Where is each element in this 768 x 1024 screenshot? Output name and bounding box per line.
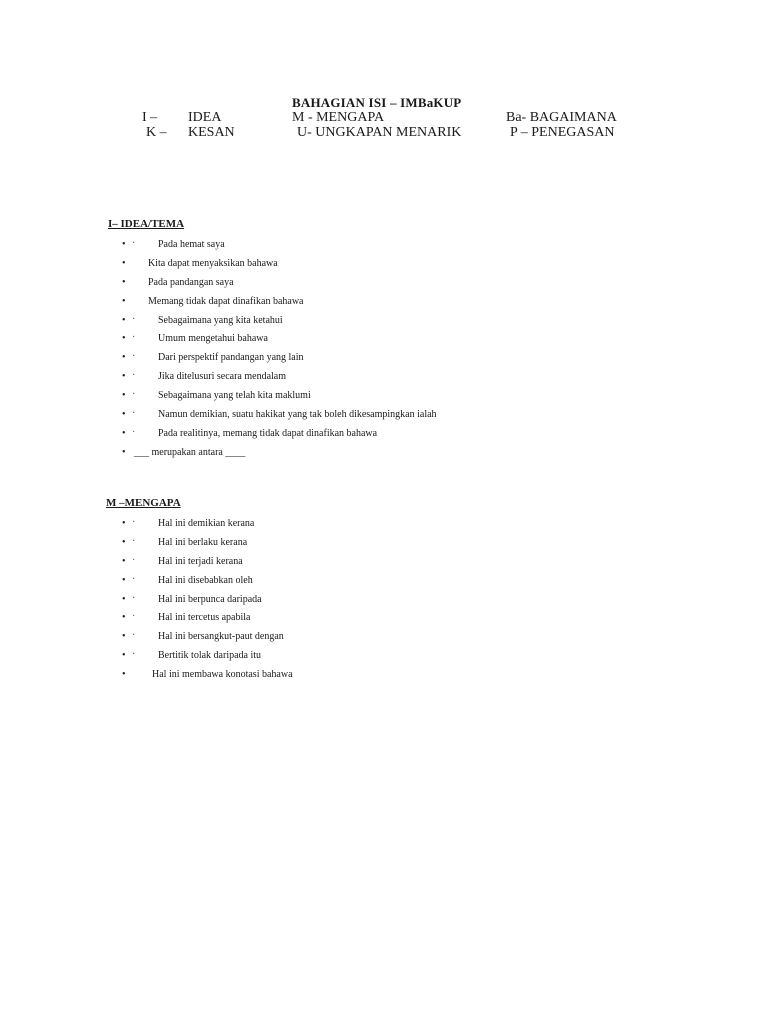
bullet-icon: • [122, 518, 126, 529]
list-item-text: Memang tidak dapat dinafikan bahawa [148, 295, 304, 307]
list-item-text: Bertitik tolak daripada itu [158, 650, 262, 662]
list-item-text: Sebagaimana yang telah kita maklumi [158, 390, 311, 402]
sub-marker: · [132, 313, 136, 325]
bullet-icon: • [122, 612, 126, 624]
bullet-icon: • [122, 446, 126, 458]
bullet-icon: • [122, 276, 126, 288]
list-item-text: Kita dapat menyaksikan bahawa [148, 257, 278, 269]
list-item-text: Hal ini demikian kerana [158, 518, 255, 529]
bullet-icon: • [122, 536, 126, 548]
bullet-icon: • [122, 631, 126, 643]
bullet-icon: • [122, 371, 126, 383]
sub-marker: · [132, 370, 136, 382]
list-item-text: Sebagaimana yang kita ketahui [158, 314, 283, 326]
bullet-icon: • [122, 593, 126, 605]
bullet-icon: • [122, 669, 126, 681]
legend-ungkapan-menarik: U- UNGKAPAN MENARIK [297, 125, 462, 140]
list-item-text: Hal ini membawa konotasi bahawa [152, 669, 293, 681]
bullet-icon: • [122, 257, 126, 269]
bullet-icon: • [122, 409, 126, 421]
list-item-text: Hal ini berlaku kerana [158, 536, 248, 548]
list-item-text: Pada hemat saya [158, 239, 225, 250]
sub-marker: · [132, 554, 136, 566]
bullet-icon: • [122, 352, 126, 364]
list-item-text: Hal ini disebabkan oleh [158, 574, 253, 586]
section-heading-mengapa: M –MENGAPA [106, 497, 181, 509]
sub-marker: · [132, 649, 136, 661]
bullet-icon: • [122, 333, 126, 345]
sub-marker: · [132, 592, 136, 604]
sub-marker: · [132, 389, 136, 401]
list-item-text: Hal ini tercetus apabila [158, 612, 251, 624]
bullet-icon: • [122, 239, 126, 250]
page-title: BAHAGIAN ISI – IMBaKUP [292, 95, 462, 110]
sub-marker: · [132, 630, 136, 642]
legend-label-idea: IDEA [188, 110, 222, 125]
sub-marker: · [132, 238, 136, 249]
list-item-text: Pada realitinya, memang tidak dapat dinafikan bahawa [158, 427, 378, 439]
legend-penegasan: P – PENEGASAN [510, 125, 615, 140]
legend-mengapa: M - MENGAPA [292, 110, 385, 125]
bullet-icon: • [122, 390, 126, 402]
section-heading-idea: I– IDEA/TEMA [108, 218, 185, 230]
list-item-text: Jika ditelusuri secara mendalam [158, 371, 287, 383]
bullet-icon: • [122, 650, 126, 662]
sub-marker: · [132, 408, 136, 420]
legend-letter-i: I – [142, 110, 158, 125]
sub-marker: · [132, 573, 136, 585]
bullet-icon: • [122, 555, 126, 567]
list-item-text: Dari perspektif pandangan yang lain [158, 352, 304, 364]
list-item-text: Hal ini berpunca daripada [158, 593, 262, 605]
bullet-icon: • [122, 314, 126, 326]
sub-marker: · [132, 517, 136, 528]
legend-letter-k: K – [146, 125, 167, 140]
sub-marker: · [132, 332, 136, 344]
list-item-text: Umum mengetahui bahawa [158, 333, 268, 345]
sub-marker: · [132, 351, 136, 363]
list-item-text: Pada pandangan saya [148, 276, 234, 288]
sub-marker: · [132, 426, 136, 438]
sub-marker: · [132, 535, 136, 547]
legend-bagaimana: Ba- BAGAIMANA [506, 110, 617, 125]
list-item-text: Namun demikian, suatu hakikat yang tak boleh dikesampingkan ialah [158, 409, 437, 421]
sub-marker: · [132, 611, 136, 623]
list-item-text: ___ merupakan antara ____ [134, 446, 246, 458]
list-item-text: Hal ini bersangkut-paut dengan [158, 631, 284, 643]
bullet-icon: • [122, 427, 126, 439]
list-item-text: Hal ini terjadi kerana [158, 555, 243, 567]
legend-label-kesan: KESAN [188, 125, 235, 140]
bullet-icon: • [122, 574, 126, 586]
bullet-icon: • [122, 295, 126, 307]
